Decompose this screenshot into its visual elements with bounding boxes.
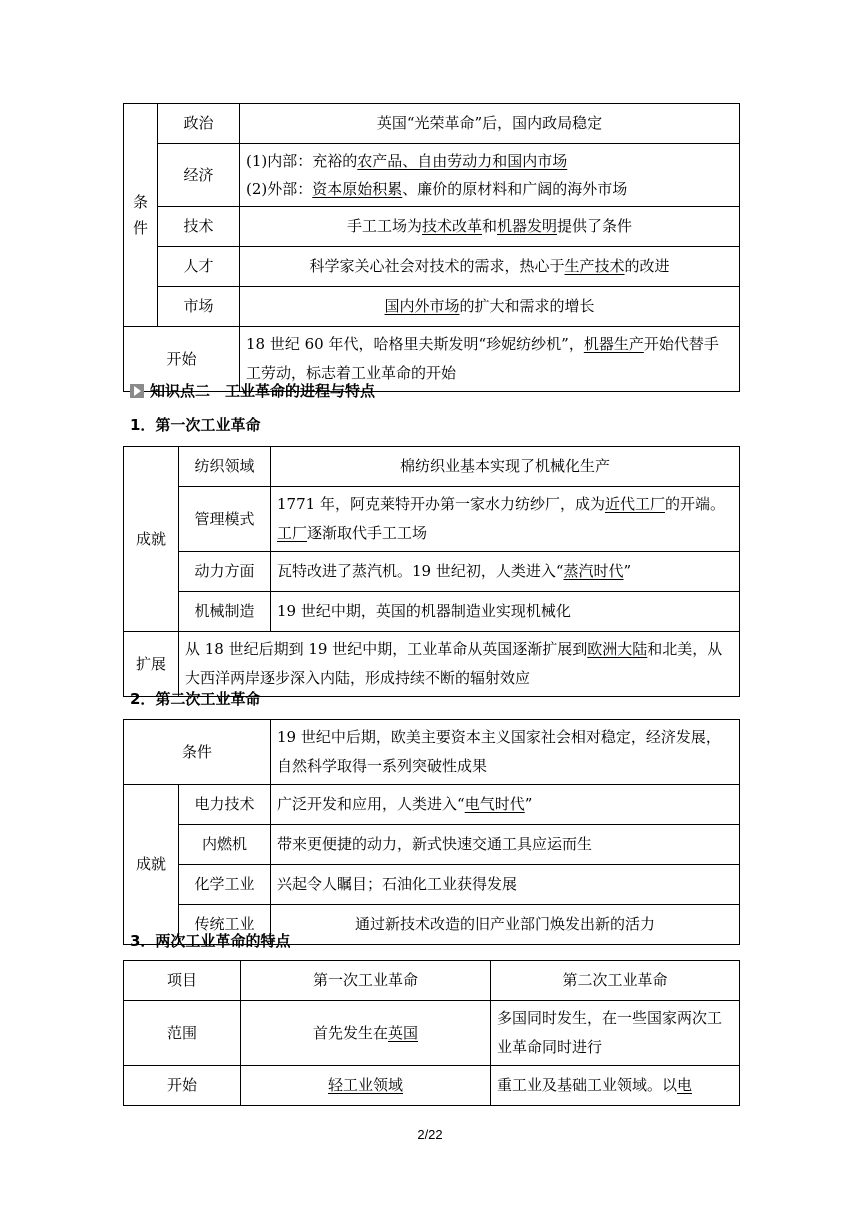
row-text-talent: 科学家关心社会对技术的需求，热心于生产技术的改进 (240, 247, 740, 287)
expansion-text: 从 18 世纪后期到 19 世纪中期，工业革命从英国逐渐扩展到欧洲大陆和北美，从大西洋两岸逐步深入内陆，形成持续不断的辐射效应 (179, 632, 740, 697)
row-key-economy: 经济 (158, 144, 240, 207)
row-key-electric: 电力技术 (179, 785, 271, 825)
row-text-management: 1771 年，阿克莱特开办第一家水力纺纱厂，成为近代工厂的开端。工厂逐渐取代手工工场 (271, 487, 740, 552)
row-item-scope: 范围 (124, 1001, 241, 1066)
conditions-label (124, 104, 158, 327)
triangle-marker-icon (130, 384, 144, 398)
header-item: 项目 (124, 961, 241, 1001)
row-text-textile: 棉纺织业基本实现了机械化生产 (271, 447, 740, 487)
row-first-scope: 首先发生在英国 (241, 1001, 491, 1066)
economy-external-underlined: 资本原始积累 (312, 180, 403, 198)
row-key-talent: 人才 (158, 247, 240, 287)
page-number: 2/22 (417, 1127, 443, 1142)
row-text-electric: 广泛开发和应用，人类进入“电气时代” (271, 785, 740, 825)
row-second-scope: 多国同时发生，在一些国家两次工业革命同时进行 (491, 1001, 740, 1066)
features-table (123, 960, 740, 1106)
row-key-textile: 纺织领域 (179, 447, 271, 487)
row-text-market: 国内外市场的扩大和需求的增长 (240, 287, 740, 327)
condition-text: 19 世纪中后期，欧美主要资本主义国家社会相对稳定，经济发展，自然科学取得一系列突破性成果 (271, 720, 740, 785)
conditions-char-1: 条 (132, 193, 148, 211)
row-key-machinery: 机械制造 (179, 592, 271, 632)
start-text: 18 世纪 60 年代，哈格里夫斯发明“珍妮纺纱机”，机器生产开始代替手工劳动，标志着工业革命的开始 (240, 327, 740, 392)
row-key-management: 管理模式 (179, 487, 271, 552)
row-key-power: 动力方面 (179, 552, 271, 592)
economy-internal-underlined: 农产品、自由劳动力和国内市场 (357, 152, 568, 170)
row-text-machinery: 19 世纪中期，英国的机器制造业实现机械化 (271, 592, 740, 632)
header-second: 第二次工业革命 (491, 961, 740, 1001)
row-key-market: 市场 (158, 287, 240, 327)
row-text-engine: 带来更便捷的动力，新式快速交通工具应运而生 (271, 825, 740, 865)
row-text-politics: 英国“光荣革命”后，国内政局稳定 (240, 104, 740, 144)
row-item-start: 开始 (124, 1066, 241, 1106)
sub-heading-2: 2．第二次工业革命 (130, 690, 261, 708)
section-heading (130, 380, 375, 401)
first-revolution-table (123, 446, 740, 697)
conditions-table (123, 103, 740, 392)
economy-external-prefix: (2)外部： (246, 180, 313, 198)
row-key-technology: 技术 (158, 207, 240, 247)
row-text-technology: 手工工场为技术改革和机器发明提供了条件 (240, 207, 740, 247)
row-text-chemical: 兴起令人瞩目；石油化工业获得发展 (271, 865, 740, 905)
conditions-char-2: 件 (132, 219, 148, 237)
row-first-start: 轻工业领域 (241, 1066, 491, 1106)
sub-heading-1: 1．第一次工业革命 (130, 416, 261, 434)
row-second-start: 重工业及基础工业领域。以电 (491, 1066, 740, 1106)
economy-internal-prefix: (1)内部：充裕的 (246, 152, 358, 170)
second-revolution-table (123, 719, 740, 945)
achievement-label: 成就 (124, 447, 179, 632)
row-key-politics: 政治 (158, 104, 240, 144)
row-key-engine: 内燃机 (179, 825, 271, 865)
section-title: 知识点二 工业革命的进程与特点 (150, 382, 376, 400)
condition-label: 条件 (124, 720, 271, 785)
sub-heading-3: 3．两次工业革命的特点 (130, 932, 291, 950)
start-label: 开始 (124, 327, 240, 392)
row-key-traditional: 传统工业 (179, 905, 271, 945)
row-text-power: 瓦特改进了蒸汽机。19 世纪初，人类进入“蒸汽时代” (271, 552, 740, 592)
row-text-economy (240, 144, 740, 207)
header-first: 第一次工业革命 (241, 961, 491, 1001)
row-text-traditional: 通过新技术改造的旧产业部门焕发出新的活力 (271, 905, 740, 945)
economy-external-suffix: 、廉价的原材料和广阔的海外市场 (402, 180, 628, 198)
achievement-label-2: 成就 (124, 785, 179, 945)
row-key-chemical: 化学工业 (179, 865, 271, 905)
expansion-label: 扩展 (124, 632, 179, 697)
